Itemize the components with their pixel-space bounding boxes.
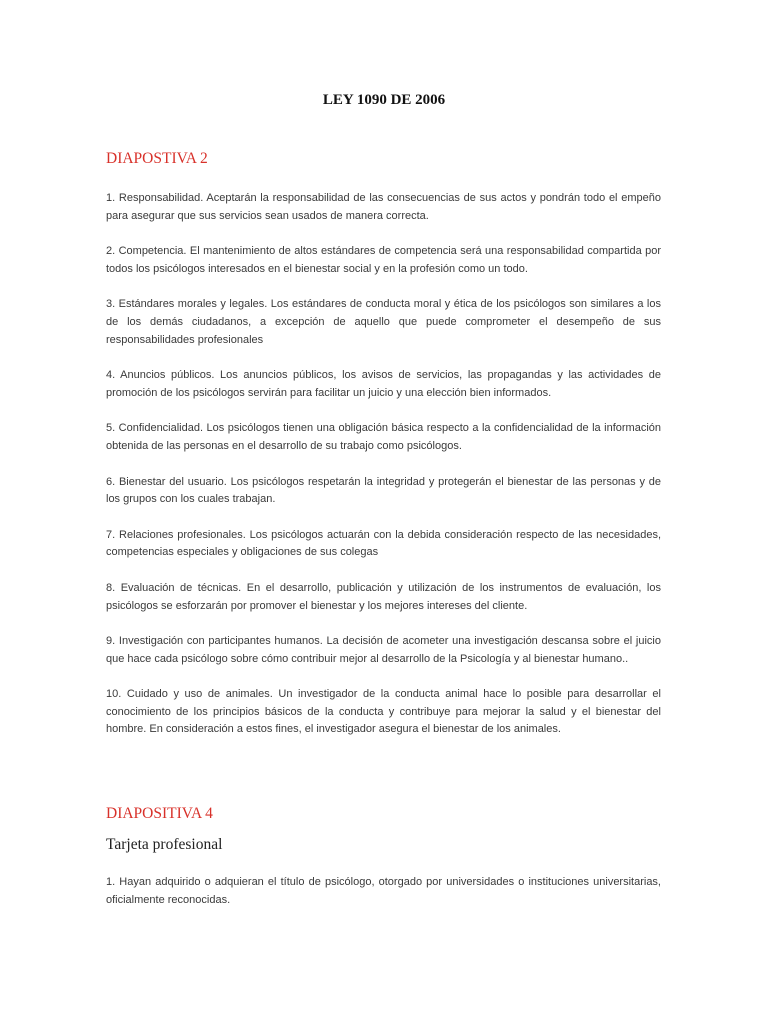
section-heading-diapositiva-2: DIAPOSTIVA 2 [106, 150, 208, 167]
paragraph-titulo-psicologo: 1. Hayan adquirido o adquieran el título de psicólogo, otorgado por universidades o instituciones universitarias, oficialmente reconocidas. [106, 876, 661, 906]
paragraph-bienestar-usuario: 6. Bienestar del usuario. Los psicólogos respetarán la integridad y protegerán el bienestar de las personas y de los grupos con los cuales trabajan. [106, 475, 661, 506]
paragraph-relaciones-profesionales: 7. Relaciones profesionales. Los psicólogos actuarán con la debida consideración respecto de las necesidades, competencias especiales y obligaciones de sus colegas [106, 528, 661, 559]
paragraph-competencia: 2. Competencia. El mantenimiento de altos estándares de competencia será una responsabilidad compartida por todos los psicólogos interesados en el bienestar social y en la profesión como un todo. [106, 245, 661, 275]
document-title: LEY 1090 DE 2006 [322, 92, 446, 108]
paragraph-confidencialidad: 5. Confidencialidad. Los psicólogos tienen una obligación básica respecto a la confidencialidad de la información obtenida de las personas en el desarrollo de su trabajo como psicólogos. [106, 422, 661, 452]
paragraph-estandares-morales: 3. Estándares morales y legales. Los estándares de conducta moral y ética de los psicólogos son similares a los de los demás ciudadanos, a excepción de aquello que puede comprometer el desempeño de sus responsabilidades profesionales [106, 298, 661, 346]
section-heading-diapositiva-4: DIAPOSITIVA 4 [106, 805, 213, 822]
paragraph-anuncios-publicos: 4. Anuncios públicos. Los anuncios públicos, los avisos de servicios, las propagandas y las actividades de promoción de los psicólogos servirán para facilitar un juicio y una elección bien informados. [106, 369, 661, 399]
section-body-diapositiva-4 [106, 874, 661, 927]
paragraph-cuidado-animales: 10. Cuidado y uso de animales. Un investigador de la conducta animal hace lo posible para desarrollar el conocimiento de los principios básicos de la conducta y contribuye para mejorar la salud y el bienestar del hombre. En consideración a estos fines, el investigador asegura el bienestar de los animales. [106, 688, 661, 736]
paragraph-responsabilidad: 1. Responsabilidad. Aceptarán la responsabilidad de las consecuencias de sus actos y pondrán todo el empeño para asegurar que sus servicios sean usados de manera correcta. [106, 192, 661, 222]
section-body-diapositiva-2 [106, 190, 661, 757]
paragraph-evaluacion-tecnicas: 8. Evaluación de técnicas. En el desarrollo, publicación y utilización de los instrumentos de evaluación, los psicólogos se esforzarán por promover el bienestar y los mejores intereses del cliente. [106, 581, 661, 612]
paragraph-investigacion-humanos: 9. Investigación con participantes humanos. La decisión de acometer una investigación descansa sobre el juicio que hace cada psicólogo sobre cómo contribuir mejor al desarrollo de la Psicología y al bienestar humano.. [106, 635, 661, 665]
subheading-tarjeta-profesional: Tarjeta profesional [106, 836, 223, 853]
